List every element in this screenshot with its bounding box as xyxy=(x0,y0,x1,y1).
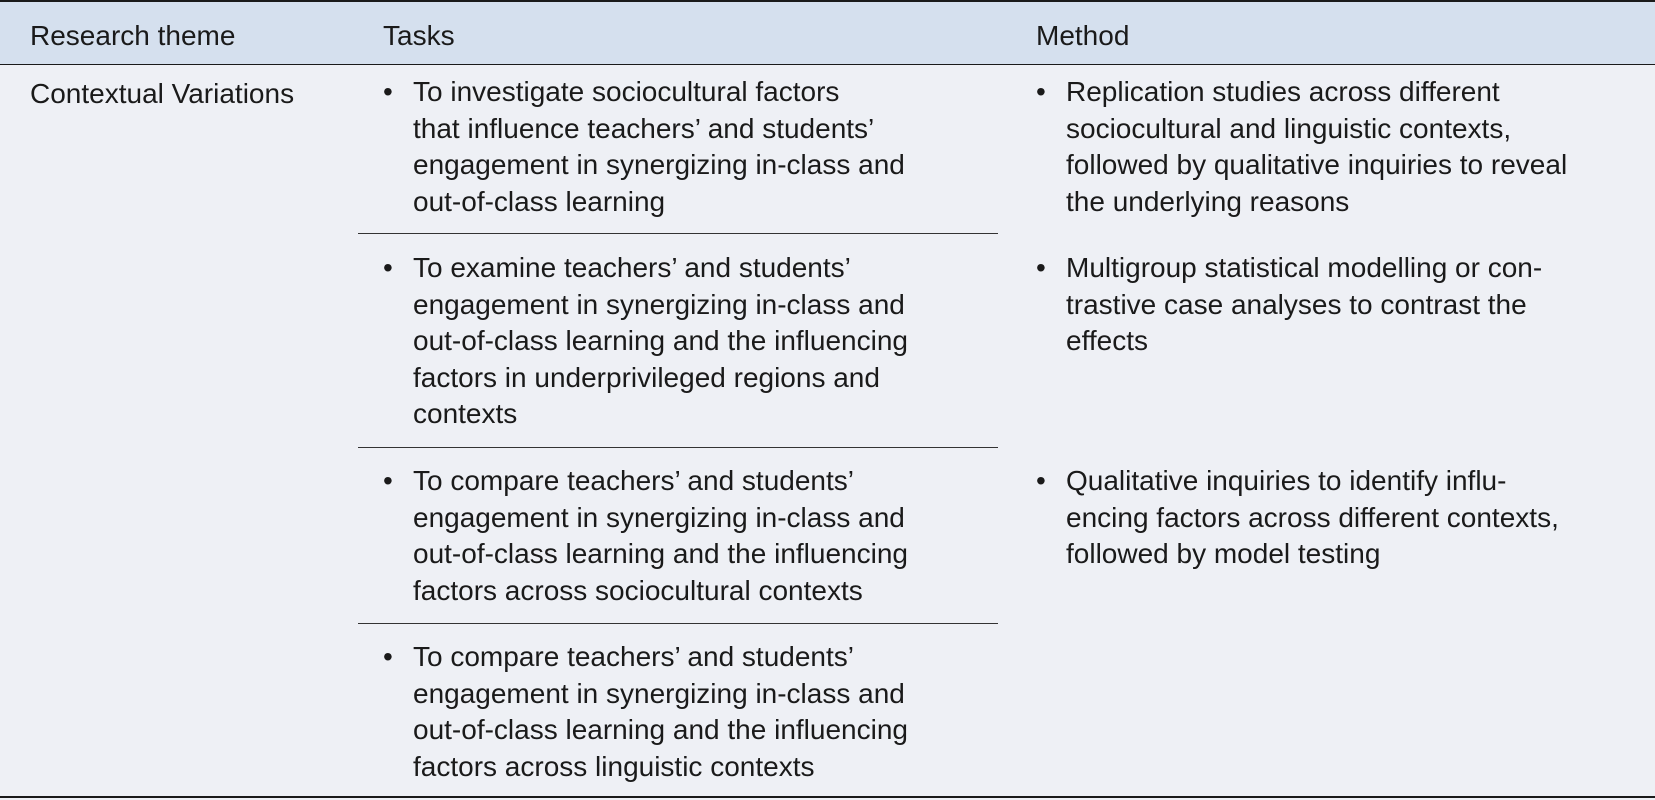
header-tasks: Tasks xyxy=(383,20,455,51)
task-text: To compare teachers’ and students’ engagement in synergizing in-class and out-of-class learning and the influencing factors across sociocultural contexts xyxy=(413,465,908,606)
header-research-theme: Research theme xyxy=(30,20,236,51)
bullet-icon: • xyxy=(383,76,393,107)
header-method: Method xyxy=(1036,20,1130,51)
task-divider xyxy=(358,447,998,448)
task-divider xyxy=(358,233,998,234)
bullet-icon: • xyxy=(383,465,393,496)
task-divider xyxy=(358,623,998,624)
task-text: To investigate sociocultural factors that influence teachers’ and students’ engagement in synergizing in-class and out-of-class learning xyxy=(413,76,905,217)
bullet-icon: • xyxy=(383,252,393,283)
method-text: Multigroup statistical modelling or con- trastive case analyses to contrast the effects xyxy=(1066,252,1543,356)
task-text: To examine teachers’ and students’ engagement in synergizing in-class and out-of-class learning and the influencing factors in underprivileged regions and contexts xyxy=(413,252,908,429)
method-text: Replication studies across different sociocultural and linguistic contexts, followed by qualitative inquiries to reveal the underlying reasons xyxy=(1066,76,1568,217)
bullet-icon: • xyxy=(1036,252,1046,283)
task-text: To compare teachers’ and students’ engagement in synergizing in-class and out-of-class learning and the influencing factors across linguistic contexts xyxy=(413,641,908,782)
method-text: Qualitative inquiries to identify influ- encing factors across different contexts, followed by model testing xyxy=(1066,465,1559,569)
table-header-row xyxy=(0,0,1655,65)
table-bottom-rule xyxy=(0,796,1655,798)
bullet-icon: • xyxy=(1036,465,1046,496)
bullet-icon: • xyxy=(383,641,393,672)
bullet-icon: • xyxy=(1036,76,1046,107)
research-theme-cell: Contextual Variations xyxy=(30,78,295,109)
